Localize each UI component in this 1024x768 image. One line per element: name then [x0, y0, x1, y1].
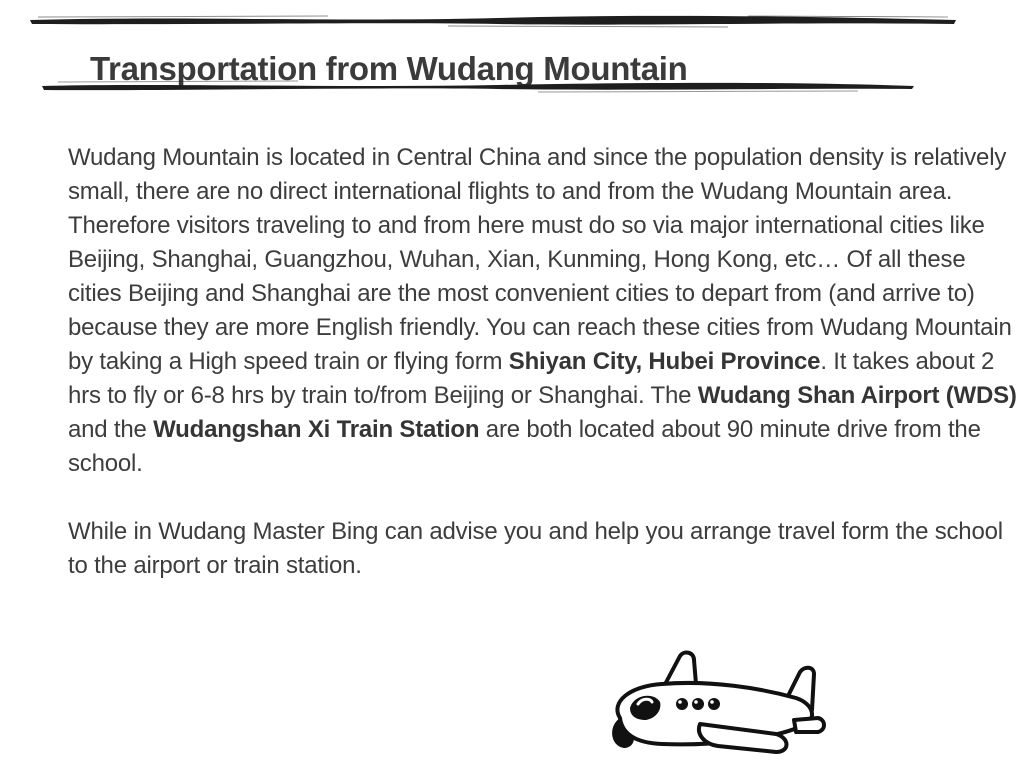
- text-segment: Wudang Mountain is located in Central China and since the population density is relatively small, there are no direct international flights to and from the Wudang Mountain area. Therefore visitors traveling to and from here must do so via major international cities like Beijing, Shanghai, Guangzhou, Wuhan, Xian, Kunming, Hong Kong, etc… Of all these cities Beijing and Shanghai are the most convenient cities to depart from (and arrive to) because they are more English friendly. You can reach these cities from Wudang Mountain by taking a High speed train or flying form: [68, 144, 1012, 375]
- title-underline-brush-stroke: [38, 76, 918, 96]
- body-text: [68, 141, 1018, 583]
- paragraph-master-bing: While in Wudang Master Bing can advise you and help you arrange travel form the school to the airport or train station.: [68, 518, 1003, 579]
- bold-shiyan-city: Shiyan City, Hubei Province: [508, 348, 821, 375]
- text-segment: . It takes about 2 hrs to fly or 6-8 hrs by train to/from Beijing or Shanghai. The: [68, 348, 995, 409]
- airplane-icon: [600, 648, 832, 756]
- page-title: Transportation from Wudang Mountain: [90, 50, 688, 87]
- bold-airport-name: Wudang Shan Airport (WDS): [697, 382, 1017, 409]
- top-brush-stroke: [28, 12, 958, 30]
- paragraph-transport-info: [68, 141, 1018, 481]
- bold-train-station-name: Wudangshan Xi Train Station: [153, 416, 480, 443]
- text-segment: are both located about 90 minute drive from the school.: [68, 416, 981, 477]
- text-segment: and the: [68, 416, 154, 443]
